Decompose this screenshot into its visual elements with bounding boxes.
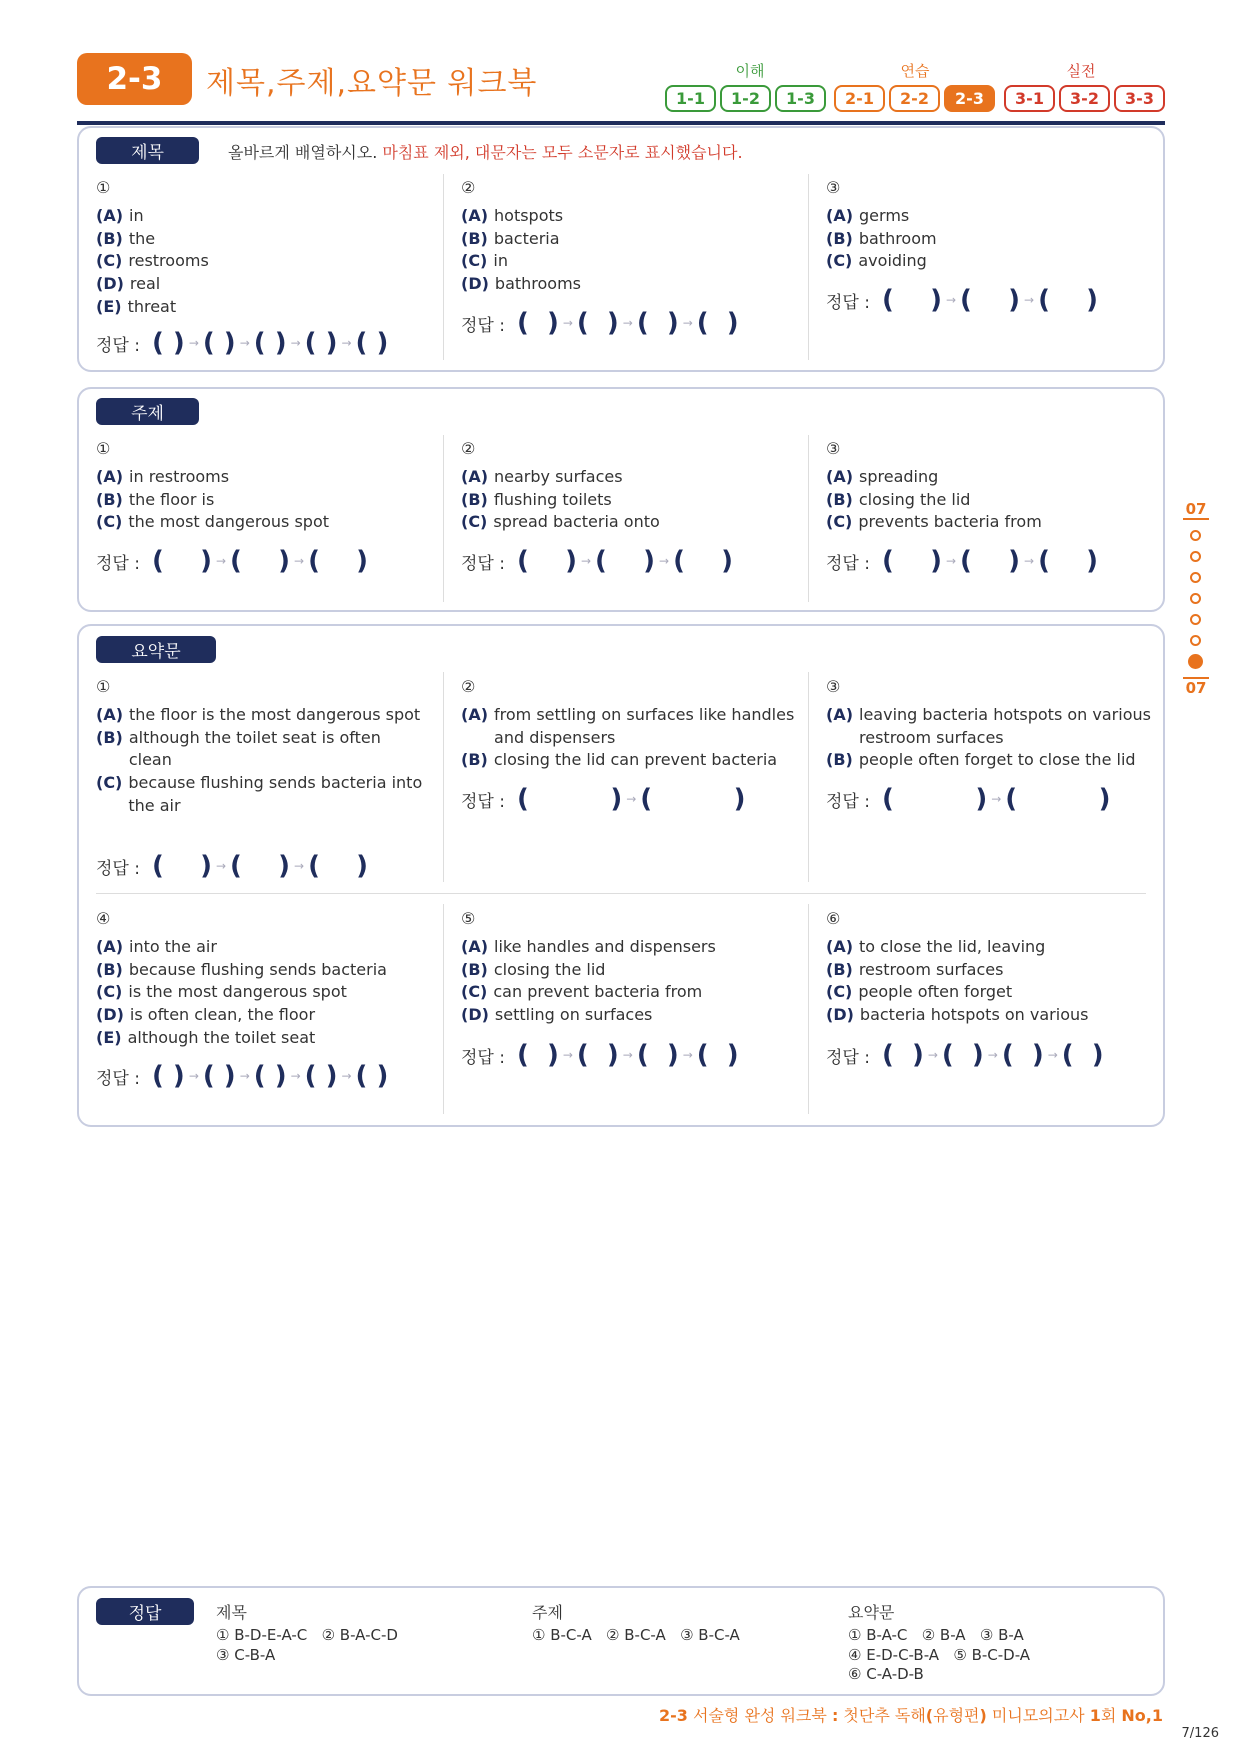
answer-blank-summary-q5[interactable]: 정답 : ( ) → ( ) → ( ) → ( ) xyxy=(461,1040,739,1070)
side-page-bottom: 07 xyxy=(1183,677,1209,697)
answer-blank-title-q1[interactable]: 정답 : ( ) → ( ) → ( ) → ( ) → ( ) xyxy=(96,328,389,358)
side-dot-5[interactable] xyxy=(1190,614,1201,625)
level-tab-1-2[interactable]: 1-2 xyxy=(720,85,771,112)
answer-blank-summary-q4[interactable]: 정답 : ( ) → ( ) → ( ) → ( ) → ( ) xyxy=(96,1061,389,1091)
group-label-understand: 이해 xyxy=(735,62,765,80)
title-q2: ② (A) hotspots (B) bacteria (C) in (D) bathrooms xyxy=(461,178,582,294)
answer-key-summary-heading: 요약문 xyxy=(848,1603,895,1622)
topic-q1: ① (A) in restrooms (B) the floor is (C) the most dangerous spot xyxy=(96,439,330,532)
answer-key-summary-values: ① B-A-C ② B-A ③ B-A ④ E-D-C-B-A ⑤ B-C-D-A ⑥ C-A-D-B xyxy=(848,1626,1031,1684)
column-divider xyxy=(808,904,809,1114)
level-tab-3-2[interactable]: 3-2 xyxy=(1059,85,1110,112)
answer-blank-title-q2[interactable]: 정답 : ( ) → ( ) → ( ) → ( ) xyxy=(461,308,739,338)
topic-q3: ③ (A) spreading (B) closing the lid (C) prevents bacteria from xyxy=(826,439,1042,532)
title-q1: ① (A) in (B) the (C) restrooms (D) real (E) threat xyxy=(96,178,209,316)
answer-key-topic-values: ① B-C-A ② B-C-A ③ B-C-A xyxy=(532,1626,740,1644)
level-tab-2-2[interactable]: 2-2 xyxy=(889,85,940,112)
topic-q2: ② (A) nearby surfaces (B) flushing toilets (C) spread bacteria onto xyxy=(461,439,660,532)
column-divider xyxy=(443,435,444,602)
header-divider xyxy=(77,121,1165,125)
level-tab-1-1[interactable]: 1-1 xyxy=(665,85,716,112)
answer-key-title-values: ① B-D-E-A-C ② B-A-C-D ③ C-B-A xyxy=(216,1626,398,1664)
level-tab-2-1[interactable]: 2-1 xyxy=(834,85,885,112)
title-q3: ③ (A) germs (B) bathroom (C) avoiding xyxy=(826,178,937,271)
level-tab-2-3[interactable]: 2-3 xyxy=(944,85,995,112)
side-dot-1[interactable] xyxy=(1190,530,1201,541)
row-divider xyxy=(96,893,1146,894)
column-divider xyxy=(808,435,809,602)
topic-section-badge: 주제 xyxy=(96,398,199,425)
summary-q5: ⑤ (A) like handles and dispensers (B) closing the lid (C) can prevent bacteria from (D) settling on surfaces xyxy=(461,909,716,1025)
side-dot-4[interactable] xyxy=(1190,593,1201,604)
level-tab-1-3[interactable]: 1-3 xyxy=(775,85,826,112)
summary-q1: ① (A) the floor is the most dangerous spot (B) although the toilet seat is often clean (C) because flushing sends bacteria into the air xyxy=(96,677,423,815)
side-dot-6[interactable] xyxy=(1190,635,1201,646)
answer-blank-summary-q6[interactable]: 정답 : ( ) → ( ) → ( ) → ( ) xyxy=(826,1040,1104,1070)
page-number: 7/126 xyxy=(1181,1726,1219,1741)
column-divider xyxy=(443,672,444,882)
answer-blank-summary-q1[interactable]: 정답 : ( ) → ( ) → ( ) xyxy=(96,851,369,881)
answer-blank-title-q3[interactable]: 정답 : ( ) → ( ) → ( ) xyxy=(826,285,1099,315)
page-title: 제목,주제,요약문 워크북 xyxy=(206,66,538,101)
summary-q6: ⑥ (A) to close the lid, leaving (B) restroom surfaces (C) people often forget (D) bacteria hotspots on various xyxy=(826,909,1089,1025)
summary-section-badge: 요약문 xyxy=(96,636,216,663)
summary-q4: ④ (A) into the air (B) because flushing sends bacteria (C) is the most dangerous spot (D) is often clean, the floor (E) although the toilet seat xyxy=(96,909,387,1047)
answer-blank-topic-q1[interactable]: 정답 : ( ) → ( ) → ( ) xyxy=(96,546,369,576)
summary-q3: ③ (A) leaving bacteria hotspots on various restroom surfaces (B) people often forget to close the lid xyxy=(826,677,1151,770)
answer-blank-summary-q2[interactable]: 정답 : ( ) → ( ) xyxy=(461,784,746,814)
side-dot-2[interactable] xyxy=(1190,551,1201,562)
answer-key-topic-heading: 주제 xyxy=(532,1603,563,1622)
instruction-text: 올바르게 배열하시오. 마침표 제외, 대문자는 모두 소문자로 표시했습니다. xyxy=(228,143,743,162)
side-dot-active[interactable] xyxy=(1188,654,1203,669)
section-code-badge: 2-3 xyxy=(77,53,192,105)
side-page-top: 07 xyxy=(1183,500,1209,520)
answer-blank-topic-q2[interactable]: 정답 : ( ) → ( ) → ( ) xyxy=(461,546,734,576)
level-tab-3-1[interactable]: 3-1 xyxy=(1004,85,1055,112)
level-tab-3-3[interactable]: 3-3 xyxy=(1114,85,1165,112)
footer-source: 2-3 서술형 완성 워크북 : 첫단추 독해(유형편) 미니모의고사 1회 No,1 xyxy=(659,1706,1163,1725)
group-label-real: 실전 xyxy=(1066,62,1096,80)
column-divider xyxy=(808,174,809,360)
answer-key-badge: 정답 xyxy=(96,1598,194,1625)
side-dot-3[interactable] xyxy=(1190,572,1201,583)
group-label-practice: 연습 xyxy=(900,62,930,80)
column-divider xyxy=(808,672,809,882)
column-divider xyxy=(443,904,444,1114)
title-section-badge: 제목 xyxy=(96,137,199,164)
summary-q2: ② (A) from settling on surfaces like handles and dispensers (B) closing the lid can prevent bacteria xyxy=(461,677,795,770)
column-divider xyxy=(443,174,444,360)
answer-blank-summary-q3[interactable]: 정답 : ( ) → ( ) xyxy=(826,784,1111,814)
answer-blank-topic-q3[interactable]: 정답 : ( ) → ( ) → ( ) xyxy=(826,546,1099,576)
answer-key-title-heading: 제목 xyxy=(216,1603,247,1622)
